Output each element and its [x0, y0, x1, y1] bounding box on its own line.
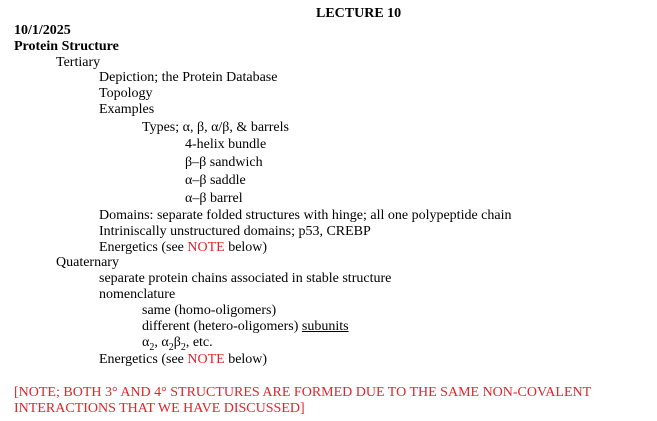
note-line-1: [NOTE; BOTH 3° AND 4° STRUCTURES ARE FORMED DUE TO THE SAME NON-COVALENT	[14, 385, 592, 400]
nomenclature-item: nomenclature	[99, 287, 176, 302]
separate-chains-item: separate protein chains associated in stable structure	[99, 271, 392, 286]
types-item: Types; α, β, α/β, & barrels	[142, 120, 289, 135]
formula-subscript: 2	[180, 341, 186, 353]
unstructured-domains-item: Intriniscally unstructured domains; p53, CREBP	[99, 224, 371, 239]
energetics-suffix: below)	[224, 240, 268, 255]
formula-beta: β	[173, 335, 181, 350]
energetics-suffix: below)	[224, 352, 268, 367]
formula-alpha: α	[142, 335, 150, 350]
formula-subscript: 2	[168, 341, 174, 353]
homo-oligomers-item: same (homo-oligomers)	[142, 303, 277, 318]
tertiary-heading: Tertiary	[56, 55, 101, 70]
topic-heading: Protein Structure	[14, 39, 119, 54]
tertiary-energetics-item	[99, 239, 267, 256]
lecture-title: LECTURE 10	[316, 6, 402, 21]
formula-alpha2: , α	[154, 335, 169, 350]
beta-sandwich-item: β–β sandwich	[185, 155, 263, 170]
energetics-prefix: Energetics (see	[99, 240, 188, 255]
examples-item: Examples	[99, 102, 155, 117]
note-line-2: INTERACTIONS THAT WE HAVE DISCUSSED]	[14, 401, 305, 416]
hetero-oligomers-text: different (hetero-oligomers)	[142, 319, 302, 334]
lecture-date: 10/1/2025	[14, 23, 71, 38]
hetero-oligomers-item	[142, 318, 349, 335]
alpha-beta-saddle-item: α–β saddle	[185, 173, 246, 188]
alpha-beta-barrel-item: α–β barrel	[185, 191, 243, 206]
quaternary-energetics-item	[99, 351, 267, 368]
helix-bundle-item: 4-helix bundle	[185, 137, 267, 152]
formula-suffix: , etc.	[185, 335, 213, 350]
subunits-link[interactable]: subunits	[301, 319, 349, 334]
note-reference: NOTE	[187, 352, 225, 367]
energetics-prefix: Energetics (see	[99, 352, 188, 367]
formula-subscript: 2	[149, 341, 155, 353]
note-reference: NOTE	[187, 240, 225, 255]
quaternary-heading: Quaternary	[56, 255, 119, 270]
depiction-item: Depiction; the Protein Database	[99, 70, 278, 85]
domains-item: Domains: separate folded structures with hinge; all one polypeptide chain	[99, 208, 512, 223]
topology-item: Topology	[99, 86, 153, 101]
